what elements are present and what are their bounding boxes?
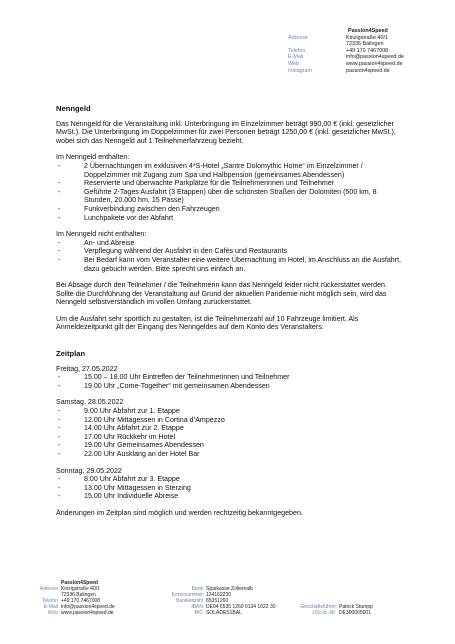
letterhead-label: Web bbox=[288, 60, 299, 67]
schedule-day-date: Sonntag, 29.05.2022 bbox=[56, 466, 122, 475]
footer-label: Kontonummer bbox=[171, 592, 203, 599]
letterhead-address: Kinzigstraße 40/1 bbox=[346, 34, 388, 41]
footer-value: 134162230 bbox=[206, 592, 232, 599]
footer-row bbox=[266, 610, 373, 616]
list-item: - Lunchpakete vor der Abfahrt bbox=[56, 214, 406, 223]
footer-value: SOLADES1BAL bbox=[206, 610, 242, 617]
excluded-list bbox=[56, 239, 406, 273]
letterhead-row bbox=[288, 68, 404, 75]
schedule-day-list bbox=[56, 475, 406, 501]
letterhead-label: Telefon bbox=[288, 47, 306, 54]
footer-label: Web bbox=[47, 610, 58, 617]
schedule-item: - 8.00 Uhr Abfahrt zur 3. Etappe bbox=[56, 475, 406, 484]
letterhead-phone: +49 170 7467008 bbox=[346, 47, 389, 54]
footer-value: info@passion4speed.de bbox=[61, 604, 115, 611]
letterhead-label: E-Mail bbox=[288, 54, 304, 61]
letterhead-label bbox=[288, 41, 346, 48]
schedule-item: - 19.00 Uhr Gemeinsames Abendessen bbox=[56, 441, 406, 450]
footer-label: IBAN bbox=[191, 604, 203, 611]
footer-label: USt-Id.-Nr. bbox=[312, 610, 336, 617]
section-heading-zeitplan: Zeitplan bbox=[56, 349, 86, 359]
included-list bbox=[56, 162, 406, 222]
letterhead-instagram: passion4speed.de bbox=[346, 67, 390, 74]
schedule-item: - 15.00 Uhr Individuelle Abreise bbox=[56, 492, 406, 501]
schedule-item: - 9.00 Uhr Abfahrt zur 1. Etappe bbox=[56, 407, 406, 416]
letterhead-row bbox=[288, 54, 404, 61]
footer-label: BIC bbox=[194, 610, 203, 617]
letterhead-city: 72336 Balingen bbox=[346, 41, 384, 48]
list-item: - 2 Übernachtungen im exklusiven 4*S-Hotel „Santre Dolomythic Home“ im Einzelzimmer / Doppelzimmer mit Zugang zum Spa und Halbpension (gemeinsames Abendessen) bbox=[56, 162, 406, 179]
footer-value: Patrick Stumpp bbox=[339, 604, 373, 611]
footer-label: Telefon bbox=[41, 598, 58, 605]
footer-value: 72336 Balingen bbox=[61, 592, 96, 599]
schedule-item: - 14.00 Uhr Abfahrt zur 2. Etappe bbox=[56, 424, 406, 433]
footer-value: www.passion4speed.de bbox=[61, 610, 114, 617]
schedule-day-list bbox=[56, 407, 406, 459]
letterhead-label: Adresse bbox=[288, 34, 308, 41]
footer-value: DE300065001 bbox=[339, 610, 371, 617]
footer-value: DE04 6535 1260 0134 1622 30 bbox=[206, 604, 276, 611]
schedule-day-date: Freitag, 27.05.2022 bbox=[56, 364, 118, 373]
footer-value: Sparkasse Zollernalb bbox=[206, 586, 253, 593]
letterhead-label: Instagram bbox=[288, 67, 312, 74]
footer-row bbox=[28, 610, 115, 616]
list-item: - Geführte 2-Tages Ausfahrt (3 Etappen) über die schönsten Straßen der Dolomiten (500 km, 8 Stunden, 20.000 hm, 15 Pässe) bbox=[56, 188, 406, 205]
schedule-item: - 19.00 Uhr „Come-Together“ mit gemeinsamen Abendessen bbox=[56, 382, 406, 391]
letterhead-web: www.passion4speed.de bbox=[346, 60, 403, 67]
letterhead-brand: Passion4Speed bbox=[348, 28, 388, 34]
list-item: - Bei Bedarf kann vom Veranstalter eine weitere Übernachtung im Hotel, im Anschluss an die Ausfahrt, dazu gebucht werden. Bitte sprecht uns einfach an. bbox=[56, 256, 406, 273]
list-item: - Verpflegung während der Ausfahrt in den Cafés und Restaurants bbox=[56, 247, 406, 256]
schedule-day-list bbox=[56, 373, 406, 390]
footer-value: +49 170 7467008 bbox=[61, 598, 101, 605]
letterhead-row bbox=[288, 61, 404, 68]
footer-label: Geschäftsführer bbox=[300, 604, 336, 611]
included-title: Im Nenngeld enthalten: bbox=[56, 153, 130, 162]
schedule-item: - 13.00 Uhr Mittagessen in Sterzing bbox=[56, 484, 406, 493]
schedule-day-date: Samstag, 28.05.2022 bbox=[56, 398, 124, 407]
letterhead-row bbox=[288, 41, 404, 48]
list-item: - Funkverbindung zwischen den Fahrzeugen bbox=[56, 205, 406, 214]
schedule-item: - 22.00 Uhr Ausklang an der Hotel Bar bbox=[56, 450, 406, 459]
schedule-item: - 15.00 – 18.00 Uhr Eintreffen der Teilnehmerinnen und Teilnehmer bbox=[56, 373, 406, 382]
footer-label: Bank bbox=[191, 586, 203, 593]
schedule-item: - 17.00 Uhr Rückkehr im Hotel bbox=[56, 433, 406, 442]
footer-contact bbox=[28, 580, 115, 617]
document-body bbox=[56, 105, 406, 526]
footer-label: E-Mail bbox=[43, 604, 58, 611]
section-heading-nenngeld: Nenngeld bbox=[56, 104, 91, 113]
letterhead-row bbox=[288, 35, 404, 42]
footer-bank bbox=[148, 580, 276, 617]
schedule-note: Änderungen im Zeitplan sind möglich und werden rechtzeitig bekanntgegeben. bbox=[56, 508, 303, 517]
letterhead bbox=[288, 28, 404, 74]
participant-limit: Um die Ausfahrt sehr sportlich zu gestalten, ist die Teilnehmerzahl auf 10 Fahrzeuge limitiert. Als Anmeldezeitpunkt gilt der Eingang des Nenngeldes auf dem Konto des Veranstalters. bbox=[56, 314, 359, 332]
letterhead-row bbox=[288, 48, 404, 55]
footer-label: Adresse bbox=[39, 586, 58, 593]
footer-company bbox=[266, 580, 373, 617]
footer-value: 65351260 bbox=[206, 598, 229, 605]
cancellation-policy: Bei Absage durch den Teilnehmer / die Teilnehmerin kann das Nenngeld leider nicht rückerstattet werden. Sollte die Durchführung der Veranstaltung auf Grund der aktuellen Pandemie nicht möglich sein, wird das Nenngeld selbstverständlich im vollen Umfang zurückerstattet. bbox=[56, 281, 387, 307]
list-item: - Reservierte und überwachte Parkplätze für die Teilnehmerinnen und Teilnehmer bbox=[56, 179, 406, 188]
footer-value: Kinzigstraße 40/1 bbox=[61, 586, 100, 593]
excluded-title: Im Nenngeld nicht enthalten: bbox=[56, 230, 147, 239]
footer-label: Bankleitzahl bbox=[176, 598, 203, 605]
list-item: - An- und Abreise bbox=[56, 239, 406, 248]
footer-brand: Passion4Speed bbox=[61, 580, 98, 586]
schedule-item: - 12.00 Uhr Mittagessen in Cortina d’Ampezzo bbox=[56, 416, 406, 425]
footer-row bbox=[148, 610, 276, 616]
nenngeld-intro: Das Nenngeld für die Veranstaltung inkl. Unterbringung im Einzelzimmer beträgt 990,00 € (inkl. gesetzlicher MwSt.). Die Unterbringung im Doppelzimmer für zwei Personen beträgt 1250,00 € (inkl. gesetzlicher MwSt.), wobei sich das Nenngeld auf 1 Teilnehmerfahrzeug bezieht. bbox=[56, 119, 396, 145]
letterhead-email: info@passion4speed.de bbox=[346, 54, 404, 61]
